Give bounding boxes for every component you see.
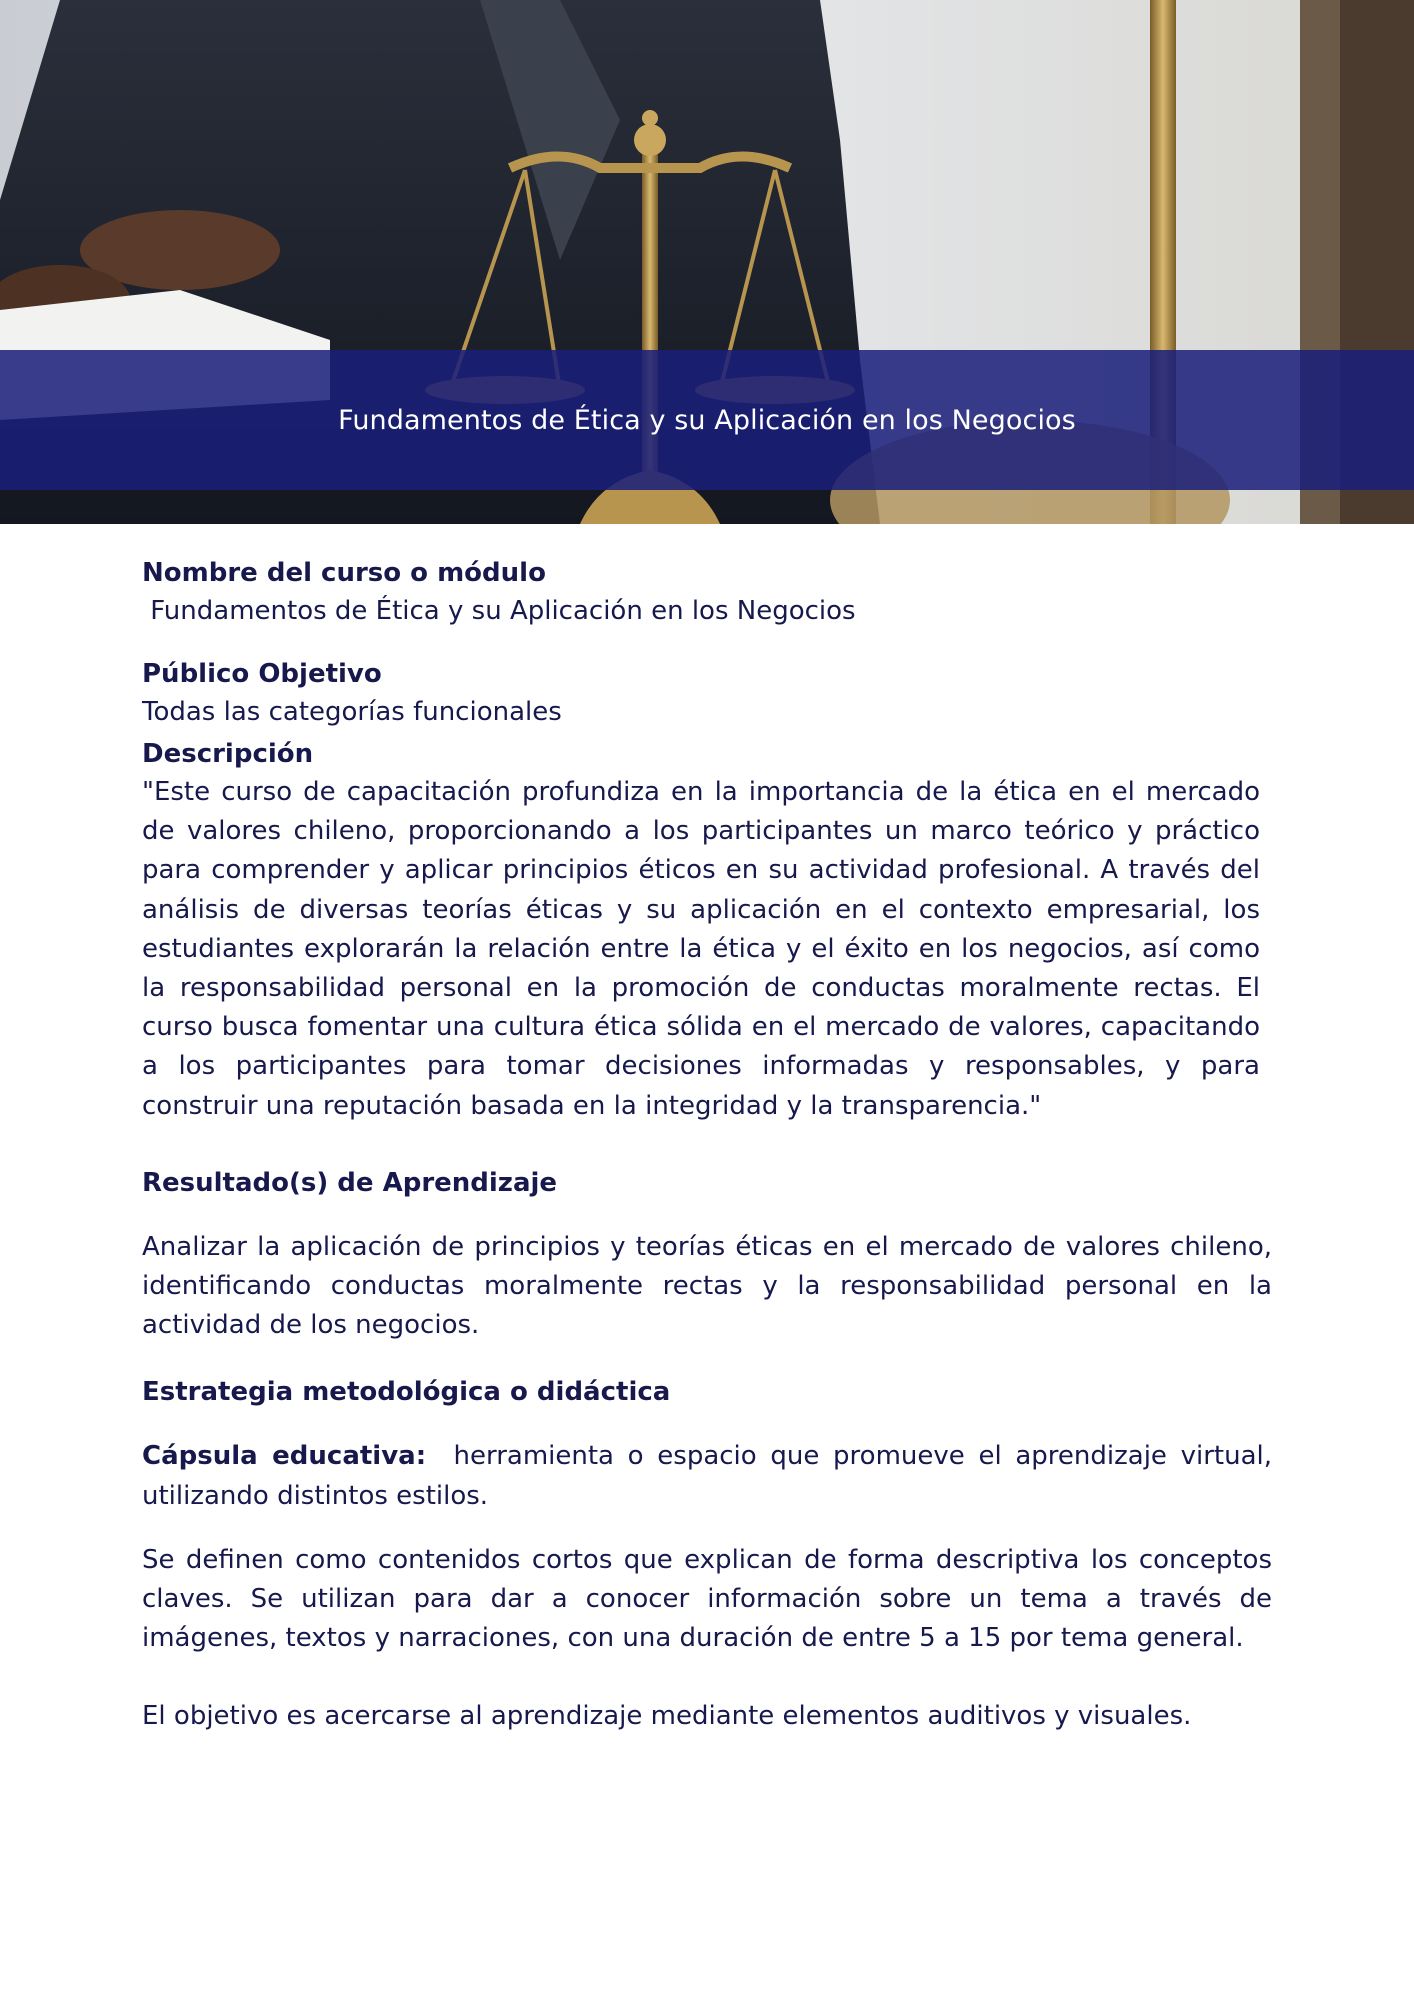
capsule-text: herramienta o espacio que promueve el aprendizaje virtual, utilizando distintos estilos. (142, 1441, 1272, 1511)
description-label: Descripción (142, 739, 314, 769)
header-banner (0, 0, 1414, 524)
course-name-value: Fundamentos de Ética y su Aplicación en los Negocios (142, 596, 856, 626)
description-text: "Este curso de capacitación profundiza en la importancia de la ética en el mercado de valores chileno, proporcionando a los participantes un marco teórico y práctico para comprender y aplicar principios éticos en su actividad profesional. A través del análisis de diversas teorías éticas y su aplicación en el contexto empresarial, los estudiantes explorarán la relación entre la ética y el éxito en los negocios, así como la responsabilidad personal en la promoción de conductas moralmente rectas. El curso busca fomentar una cultura ética sólida en el mercado de valores, capacitando a los participantes para tomar decisiones informadas y responsables, y para construir una reputación basada en la integridad y la transparencia." (142, 777, 1260, 1121)
strategy-label: Estrategia metodológica o didáctica (142, 1377, 671, 1408)
definition-text: Se definen como contenidos cortos que explican de forma descriptiva los conceptos claves. Se utilizan para dar a conocer información sobre un tema a través de imágenes, textos y narraciones, con una duración de entre 5 a 15 por tema general. (142, 1544, 1272, 1654)
audience-label: Público Objetivo (142, 659, 382, 689)
outcomes-label: Resultado(s) de Aprendizaje (142, 1167, 558, 1198)
banner-title: Fundamentos de Ética y su Aplicación en los Negocios (338, 404, 1076, 436)
outcomes-text: Analizar la aplicación de principios y teorías éticas en el mercado de valores chileno, identificando conductas moralmente rectas y la responsabilidad personal en la actividad de los negocios. (142, 1231, 1272, 1341)
capsule-paragraph (142, 1437, 1272, 1515)
audience-value: Todas las categorías funcionales (142, 697, 562, 727)
course-details (142, 554, 1272, 1737)
objective-text: El objetivo es acercarse al aprendizaje mediante elementos auditivos y visuales. (142, 1701, 1192, 1732)
course-name-label: Nombre del curso o módulo (142, 558, 546, 588)
capsule-label: Cápsula educativa: (142, 1441, 427, 1472)
